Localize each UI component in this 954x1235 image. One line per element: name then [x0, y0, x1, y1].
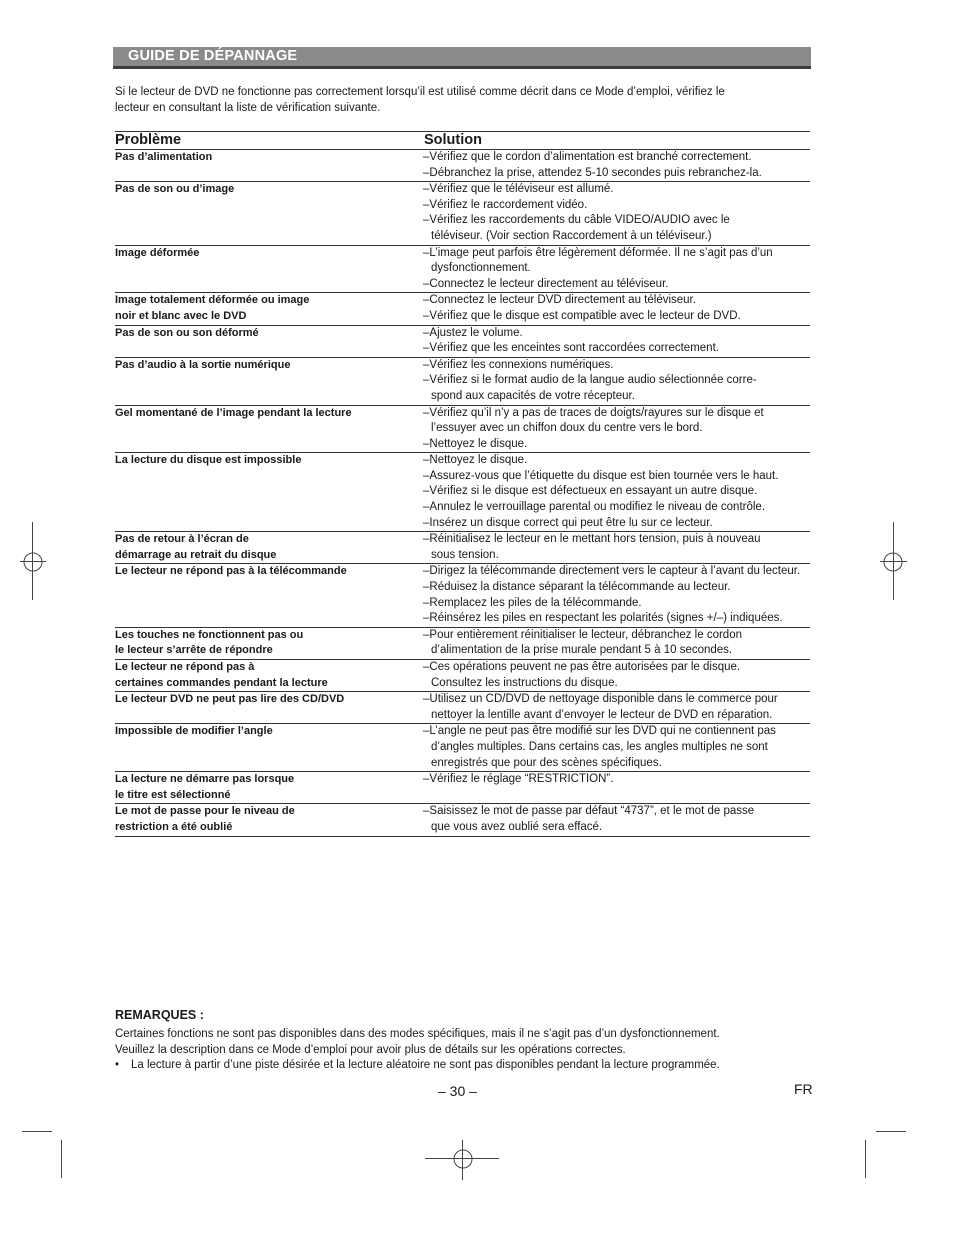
remarks-line: Certaines fonctions ne sont pas disponibles dans des modes spécifiques, mais il ne s’agit pas d’un dysfonctionnement. [115, 1028, 720, 1040]
table-row [115, 293, 810, 325]
problem-line: Le lecteur DVD ne peut pas lire des CD/DVD [115, 693, 345, 706]
registration-mark-bottom-icon [452, 1148, 474, 1170]
solution-line: –Connectez le lecteur DVD directement au téléviseur. [423, 294, 696, 307]
solution-line: d’angles multiples. Dans certains cas, les angles multiples ne sont [431, 740, 768, 753]
problem-line: La lecture du disque est impossible [115, 454, 302, 467]
problem-cell [115, 293, 423, 324]
intro-paragraph [115, 85, 805, 116]
solution-line: –Réinsérez les piles en respectant les polarités (signes +/–) indiquées. [423, 612, 783, 625]
problem-cell [115, 326, 423, 357]
problem-line: Le lecteur ne répond pas à [115, 661, 255, 673]
remarks-line: Veuillez la description dans ce Mode d’emploi pour avoir plus de détails sur les opérations correctes. [115, 1043, 626, 1056]
table-row [115, 358, 810, 406]
table-row [115, 628, 810, 660]
table-row [115, 772, 810, 804]
crop-mark-bottom-right-vertical [865, 1140, 866, 1178]
problem-line: démarrage au retrait du disque [115, 548, 277, 561]
solution-cell [423, 326, 810, 357]
solution-line: –Vérifiez que le disque est compatible avec le lecteur de DVD. [423, 309, 741, 322]
solution-line: –Débranchez la prise, attendez 5-10 secondes puis rebranchez-la. [423, 166, 762, 179]
solution-line: Consultez les instructions du disque. [431, 676, 618, 689]
solution-line: –Vérifiez qu’il n’y a pas de traces de doigts/rayures sur le disque et [423, 406, 764, 419]
header-solution: Solution [424, 132, 482, 148]
solution-line: –Vérifiez les raccordements du câble VIDEO/AUDIO avec le [423, 214, 730, 227]
problem-cell [115, 182, 423, 244]
problem-cell [115, 628, 423, 659]
problem-cell [115, 692, 423, 723]
solution-cell [423, 150, 810, 181]
solution-line: –Vérifiez le raccordement vidéo. [423, 198, 588, 211]
problem-cell [115, 406, 423, 453]
solution-cell [423, 293, 810, 324]
solution-cell [423, 564, 810, 626]
table-row [115, 564, 810, 627]
problem-line: Le mot de passe pour le niveau de [115, 805, 295, 818]
problem-cell [115, 246, 423, 293]
solution-line: –Saisissez le mot de passe par défaut “4737”, et le mot de passe [423, 805, 755, 818]
solution-line: –L’image peut parfois être légèrement déformée. Il ne s’agit pas d’un [423, 246, 773, 259]
solution-line: spond aux capacités de votre récepteur. [431, 389, 635, 402]
solution-line: –Nettoyez le disque. [423, 454, 528, 467]
problem-cell [115, 453, 423, 531]
solution-line: –Insérez un disque correct qui peut être lu sur ce lecteur. [423, 516, 713, 529]
problem-line: La lecture ne démarre pas lorsque [115, 773, 295, 786]
problem-cell [115, 660, 423, 691]
problem-line: Pas de son ou d’image [115, 183, 235, 196]
solution-line: –Ajustez le volume. [423, 326, 523, 339]
problem-line: Image déformée [115, 246, 200, 259]
problem-line: Pas de retour à l’écran de [115, 533, 249, 546]
solution-line: –Vérifiez que le téléviseur est allumé. [423, 183, 614, 196]
problem-cell [115, 358, 423, 405]
solution-cell [423, 406, 810, 453]
remarks-body [115, 1027, 815, 1074]
solution-cell [423, 532, 810, 563]
solution-line: téléviseur. (Voir section Raccordement à un téléviseur.) [431, 229, 712, 242]
solution-line: –Assurez-vous que l’étiquette du disque est bien tournée vers le haut. [423, 469, 779, 482]
crop-mark-bottom-left-horizontal [22, 1131, 52, 1132]
solution-line: dysfonctionnement. [431, 262, 531, 275]
solution-cell [423, 660, 810, 691]
solution-line: nettoyer la lentille avant d’envoyer le lecteur de DVD en réparation. [431, 708, 773, 721]
solution-line: –Vérifiez si le format audio de la langue audio sélectionnée corre- [423, 374, 757, 387]
solution-line: enregistrés que pour des scènes spécifiques. [431, 756, 662, 769]
problem-line: Pas d’alimentation [115, 151, 213, 163]
solution-line: sous tension. [431, 548, 499, 561]
intro-line: Si le lecteur de DVD ne fonctionne pas correctement lorsqu’il est utilisé comme décrit dans ce Mode d’emploi, vérifiez le [115, 86, 725, 98]
table-row [115, 406, 810, 454]
table-row [115, 692, 810, 724]
problem-cell [115, 532, 423, 563]
table-body [115, 150, 810, 837]
troubleshooting-table [115, 131, 810, 837]
table-row [115, 660, 810, 692]
solution-cell [423, 724, 810, 771]
problem-cell [115, 804, 423, 835]
solution-line: –Nettoyez le disque. [423, 437, 528, 450]
solution-cell [423, 628, 810, 659]
solution-line: –L’angle ne peut pas être modifié sur les DVD qui ne contiennent pas [423, 725, 776, 738]
solution-line: –Connectez le lecteur directement au téléviseur. [423, 277, 669, 290]
table-row [115, 804, 810, 836]
problem-cell [115, 150, 423, 181]
header-problem: Problème [115, 132, 182, 148]
problem-cell [115, 772, 423, 803]
crop-mark-bottom-left-vertical [61, 1140, 62, 1178]
table-row [115, 182, 810, 245]
problem-line: noir et blanc avec le DVD [115, 309, 247, 322]
solution-cell [423, 246, 810, 293]
problem-cell [115, 724, 423, 771]
problem-line: Impossible de modifier l’angle [115, 725, 273, 738]
solution-cell [423, 358, 810, 405]
solution-cell [423, 182, 810, 244]
problem-line: le titre est sélectionné [115, 788, 231, 801]
problem-line: Pas de son ou son déformé [115, 326, 259, 339]
solution-line: –Dirigez la télécommande directement vers le capteur à l’avant du lecteur. [423, 565, 801, 578]
solution-cell [423, 692, 810, 723]
solution-line: –Vérifiez que le cordon d’alimentation est branché correctement. [423, 151, 752, 163]
table-header [115, 131, 810, 150]
intro-line: lecteur en consultant la liste de vérification suivante. [115, 101, 381, 114]
problem-line: certaines commandes pendant la lecture [115, 676, 328, 689]
solution-line: –Annulez le verrouillage parental ou modifiez le niveau de contrôle. [423, 501, 766, 514]
solution-line: –Vérifiez le réglage “RESTRICTION”. [423, 773, 614, 786]
solution-line: d’alimentation de la prise murale pendant 5 à 10 secondes. [431, 644, 733, 657]
solution-line: –Utilisez un CD/DVD de nettoyage disponible dans le commerce pour [423, 693, 778, 706]
table-row [115, 724, 810, 772]
table-row [115, 150, 810, 182]
problem-line: le lecteur s’arrête de répondre [115, 644, 273, 657]
table-row [115, 453, 810, 532]
language-code: FR [794, 1081, 813, 1097]
crop-mark-bottom-right-horizontal [876, 1131, 906, 1132]
problem-line: Gel momentané de l’image pendant la lecture [115, 406, 352, 419]
registration-mark-right-icon [882, 551, 904, 573]
table-row [115, 532, 810, 564]
solution-line: –Ces opérations peuvent ne pas être autorisées par le disque. [423, 661, 741, 673]
section-title: GUIDE DE DÉPANNAGE [128, 48, 298, 64]
problem-line: Image totalement déformée ou image [115, 294, 310, 307]
problem-line: Pas d’audio à la sortie numérique [115, 358, 291, 371]
solution-line: que vous avez oublié sera effacé. [431, 820, 603, 833]
table-row [115, 246, 810, 294]
problem-cell [115, 564, 423, 626]
solution-line: –Vérifiez les connexions numériques. [423, 358, 614, 371]
remarks-bullet-text: La lecture à partir d’une piste désirée et la lecture aléatoire ne sont pas disponibles pendant la lecture programmée. [131, 1059, 720, 1072]
bullet-symbol: • [115, 1059, 120, 1072]
page-number: – 30 – [438, 1083, 477, 1099]
remarks-title: REMARQUES : [115, 1008, 204, 1022]
solution-cell [423, 804, 810, 835]
solution-line: –Remplacez les piles de la télécommande. [423, 596, 642, 609]
problem-line: Les touches ne fonctionnent pas ou [115, 628, 304, 641]
solution-line: –Vérifiez si le disque est défectueux en essayant un autre disque. [423, 485, 758, 498]
solution-line: –Réduisez la distance séparant la télécommande au lecteur. [423, 581, 731, 594]
table-row [115, 326, 810, 358]
solution-line: –Réinitialisez le lecteur en le mettant hors tension, puis à nouveau [423, 533, 761, 546]
solution-line: –Pour entièrement réinitialiser le lecteur, débranchez le cordon [423, 628, 742, 641]
solution-line: l’essuyer avec un chiffon doux du centre vers le bord. [431, 422, 703, 435]
solution-cell [423, 453, 810, 531]
solution-cell [423, 772, 810, 803]
section-header-bar [113, 47, 811, 69]
registration-mark-left-icon [22, 551, 44, 573]
problem-line: restriction a été oublié [115, 820, 233, 833]
solution-line: –Vérifiez que les enceintes sont raccordées correctement. [423, 342, 719, 355]
remarks-bullet-item [115, 1058, 815, 1074]
problem-line: Le lecteur ne répond pas à la télécommande [115, 565, 347, 578]
